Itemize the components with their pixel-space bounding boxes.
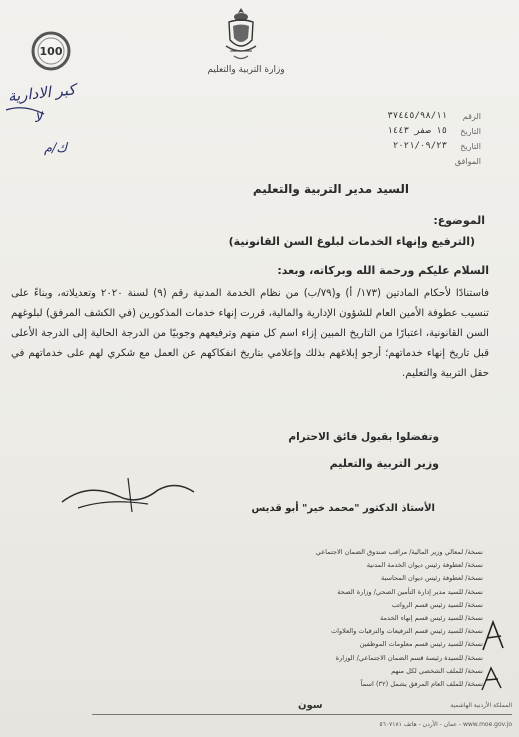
ref-number-label: الرقم [462,112,481,121]
body-paragraph: فاستنادًا لأحكام المادتين (١٧٣/ أ) و(٧٩/ب) من نظام الخدمة المدنية رقم (٩) لسنة ٢٠٢٠ وتعديلاته، وبناءً على تنسيب عطوفة الأمين العام للشؤون الإدارية والمالية، قررت إنهاء خدمات المذكورين (في الكشف المرفق) لبلوغهم السن القانونية، اعتبارًا من التاريخ المبين إزاء اسم كل منهم وترفيعهم وجوبيًا من الدرجة الحالية إلى الدرجة الأعلى قبل تاريخ إنهاء خدماتهم؛ أرجو إبلاغهم بذلك وإعلامي بتاريخ انفكاكهم عن العمل مع شكري لهم على خدماتهم في حقل التربية والتعليم. [11,288,490,379]
ref-number-value: ٣٧٤٤٥/٩٨/١١ [387,111,447,121]
ref-hijri-label: التاريخ [460,127,481,136]
cc-list [223,546,483,691]
handwritten-signature [58,472,198,518]
handwritten-line-1: كبر الادارية [7,80,77,106]
subject-label: الموضوع: [433,214,485,227]
ref-hijri-value: ١٥ صفر ١٤٤٣ [387,126,447,136]
centennial-badge [30,30,72,72]
cc-item: نسخة/ للسيدة رئيسة قسم الضمان الاجتماعي/ الوزارة [335,653,483,662]
cc-item: نسخة/ للسيد رئيس قسم الرواتب [391,600,483,609]
handwritten-line-2: لا [34,110,42,126]
handwritten-line-3: ك/م [44,141,68,156]
cc-item: نسخة/ للسيد رئيس قسم إنهاء الخدمة [379,614,483,623]
handwritten-annotation [4,74,116,160]
cc-item: نسخة/ للسيد رئيس قسم الترفيعات والترقيات والعلاوات [330,627,483,636]
coat-of-arms-emblem [224,6,258,64]
footer-line-1: المملكة الأردنية الهاشمية [450,702,512,709]
handwritten-mark [479,664,505,694]
badge-number: 100 [39,45,63,58]
ministry-name: وزارة التربية والتعليم [207,65,285,75]
cc-item: نسخة/ لمعالي وزير المالية/ مراقب صندوق الضمان الاجتماعي [315,548,483,556]
greeting: السلام عليكم ورحمة الله وبركاته، وبعد: [277,264,489,277]
ref-matching-label: الموافق [454,157,481,166]
cc-item: نسخة/ للملف الشخصي لكل منهم [391,666,483,675]
signatory-title: وزير التربية والتعليم [329,457,439,470]
cc-item: نسخة/ للسيد مدير إدارة التأمين الصحي/ وزارة الصحة [337,587,483,596]
signatory-name: الأستاذ الدكتور "محمد خير" أبو قديس [251,503,435,514]
closing-line: وتفضلوا بقبول فائق الاحترام [288,431,439,443]
footer-line-2: www.moe.gov.jo - عمان - الأردن - هاتف ٥٦٠٧١٨١ [379,721,512,728]
ref-date-value: ٢٠٢١/٠٩/٢٣ [392,141,447,151]
cc-item: نسخة/ لعطوفة رئيس ديوان الخدمة المدنية [366,561,483,570]
cc-item: نسخة/ لعطوفة رئيس ديوان المحاسبة [380,574,483,583]
handwritten-mark [479,618,509,654]
reference-block [361,109,481,169]
cc-item: نسخة/ للسيد رئيس قسم معلومات الموظفين [359,640,483,649]
letterhead-footer [92,700,512,736]
subject-text: (الترفيع وإنهاء الخدمات لبلوغ السن القانونية) [228,235,475,248]
cc-item: نسخة/ للملف العام المرفق يشمل (٣٢) اسماً [360,680,483,689]
footer-brand: سون [298,700,323,711]
addressee: السيد مدير التربية والتعليم [252,182,409,196]
footer-divider [92,714,512,715]
ref-date-label: التاريخ [460,142,481,151]
